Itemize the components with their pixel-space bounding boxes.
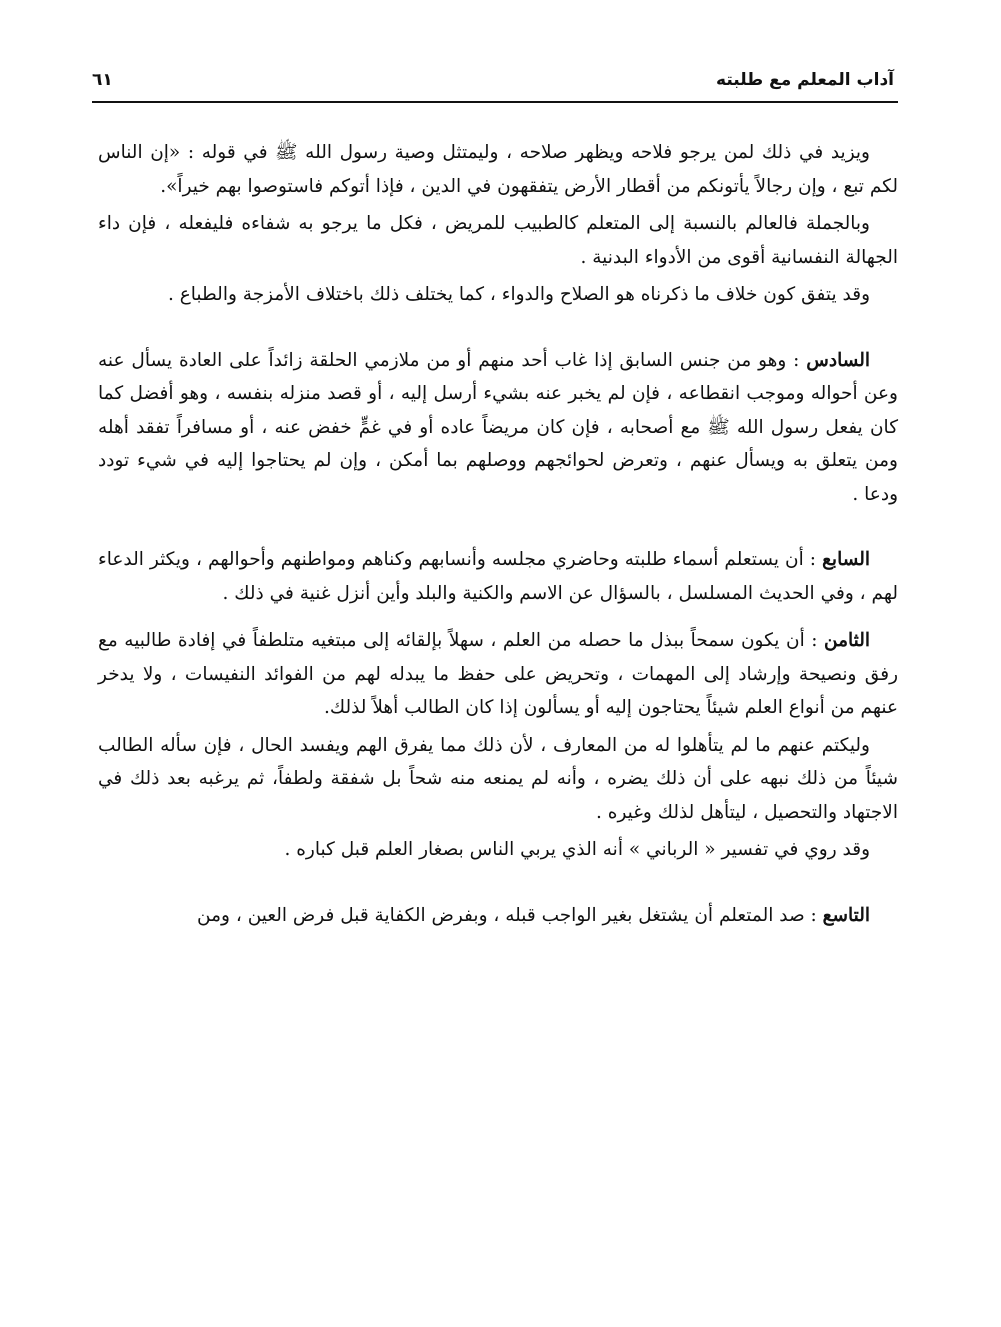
paragraph-text: وبالجملة فالعالم بالنسبة إلى المتعلم كالطبيب للمريض ، فكل ما يرجو به شفاءه فليفعله ، فإن داء الجهالة النفسانية أقوى من الأدواء البدنية . (98, 213, 898, 268)
section-heading: الثامن (824, 630, 870, 651)
paragraph-text: وقد روي في تفسير « الرباني » أنه الذي يربي الناس بصغار العلم قبل كباره . (284, 839, 870, 860)
section-heading: السابع (822, 549, 870, 570)
paragraph-text: : أن يستعلم أسماء طلبته وحاضري مجلسه وأنسابهم وكناهم ومواطنهم وأحوالهم ، ويكثر الدعاء لهم ، وفي الحديث المسلسل ، بالسؤال عن الاسم والكنية والبلد وأين أنزل غنية في ذلك . (98, 549, 898, 604)
paragraph (98, 729, 898, 830)
section-heading: التاسع (822, 904, 870, 926)
page-number: ٦١ (92, 70, 113, 90)
section-sixth (98, 344, 898, 512)
body-text (98, 136, 898, 936)
paragraph-text: : صد المتعلم أن يشتغل بغير الواجب قبله ، وبفرض الكفاية قبل فرض العين ، ومن (197, 904, 823, 926)
section-ninth (98, 899, 898, 933)
paragraph-text: : أن يكون سمحاً ببذل ما حصله من العلم ، سهلاً بإلقائه إلى مبتغيه متلطفاً في إفادة طالبيه مع رفق ونصيحة وإرشاد إلى المهمات ، وتحريض على حفظ ما يبدله لهم من الفوائد النفيسات ، ولا يدخر عنهم من أنواع العلم شيئاً يحتاجون إليه أو يسألون إذا كان الطالب أهلاً لذلك. (98, 630, 898, 718)
paragraph-text: ويزيد في ذلك لمن يرجو فلاحه ويظهر صلاحه ، وليمتثل وصية رسول الله ﷺ في قوله : «إن الناس لكم تبع ، وإن رجالاً يأتونكم من أقطار الأرض يتفقهون في الدين ، فإذا أتوكم فاستوصوا بهم خيراً». (98, 142, 898, 197)
running-header-title: آداب المعلم مع طلبته (716, 70, 894, 90)
paragraph-text: وقد يتفق كون خلاف ما ذكرناه هو الصلاح والدواء ، كما يختلف ذلك باختلاف الأمزجة والطباع . (167, 284, 870, 305)
paragraph (98, 833, 898, 867)
paragraph (98, 136, 898, 203)
section-heading: السادس (806, 349, 870, 371)
section-seventh (98, 543, 898, 610)
paragraph (98, 278, 898, 312)
section-eighth (98, 624, 898, 725)
header-divider (92, 101, 898, 103)
paragraph-text: وليكتم عنهم ما لم يتأهلوا له من المعارف ، لأن ذلك مما يفرق الهم ويفسد الحال ، فإن سأله الطالب شيئاً من ذلك نبهه على أن ذلك يضره ، وأنه لم يمنعه منه شحاً بل شفقة ولطفاً، ثم يرغبه بعد ذلك في الاجتهاد والتحصيل ، ليتأهل لذلك وغيره . (98, 734, 898, 823)
paragraph (98, 207, 898, 274)
running-header (92, 66, 894, 96)
paragraph-text: : وهو من جنس السابق إذا غاب أحد منهم أو من ملازمي الحلقة زائداً على العادة يسأل عنه وعن أحواله وموجب انقطاعه ، فإن لم يخبر عنه بشيء أرسل إليه ، أو قصد منزله بنفسه ، وهو أفضل كما كان يفعل رسول الله ﷺ مع أصحابه ، فإن كان مريضاً عاده أو في غمٍّ خفض عنه ، أو مسافراً تفقد أهله ومن يتعلق به ويسأل عنهم ، وتعرض لحوائجهم ووصلهم بما أمكن ، وإن لم يحتاجوا إليه في شيء تودد ودعا . (98, 349, 898, 505)
